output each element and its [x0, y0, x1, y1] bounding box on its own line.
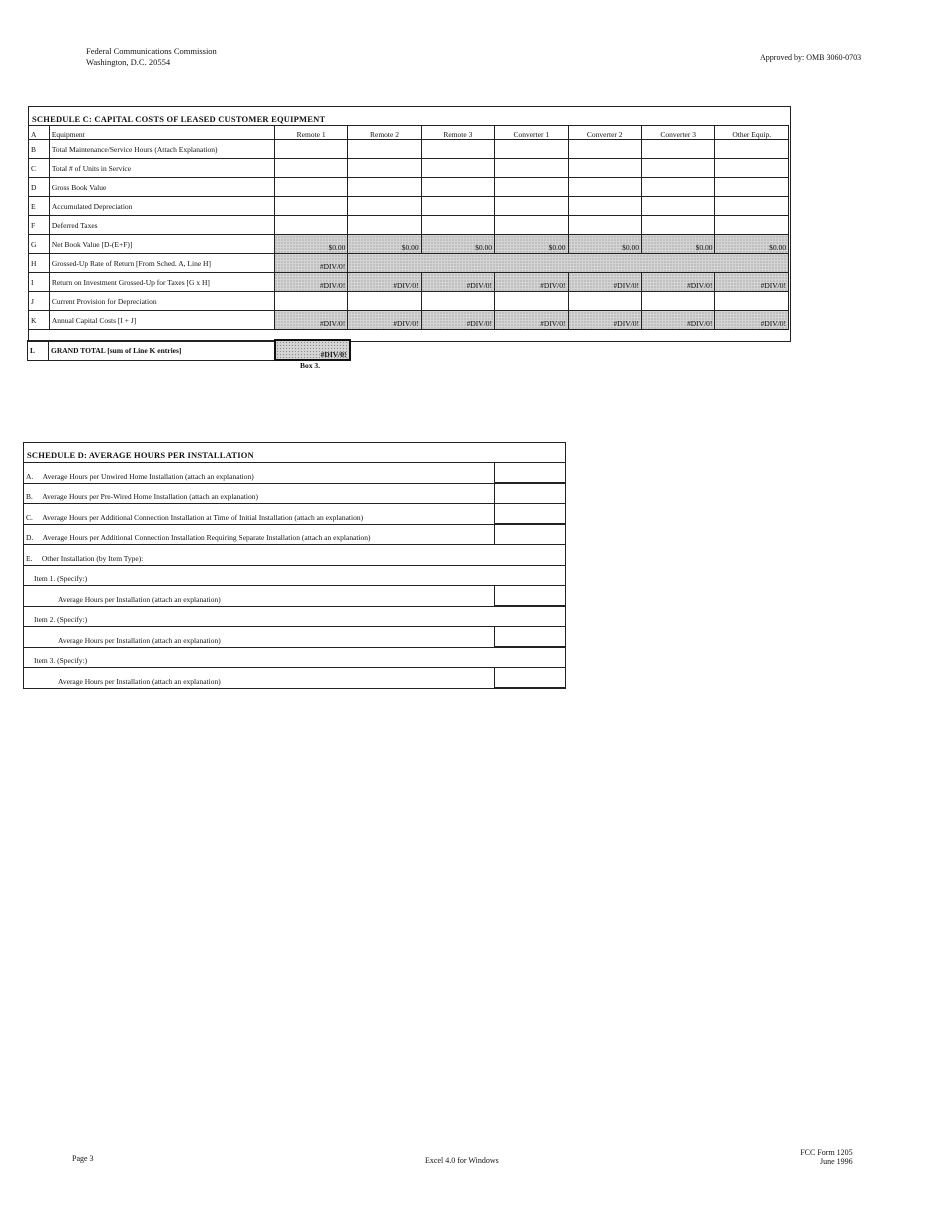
hours-input[interactable]: [494, 626, 566, 647]
list-item: [24, 668, 565, 689]
table-row: [29, 159, 789, 178]
input-cell[interactable]: [495, 140, 568, 159]
computed-cell: #DIV/0!: [715, 311, 789, 330]
table-row: [29, 254, 789, 273]
row-letter: K: [29, 311, 50, 330]
row-letter: L: [28, 340, 49, 360]
form-number: FCC Form 1205: [800, 1148, 853, 1157]
software-note: Excel 4.0 for Windows: [425, 1156, 499, 1165]
list-item: [24, 627, 565, 648]
row-label: Grossed-Up Rate of Return [From Sched. A, Line H]: [49, 254, 274, 273]
table-row: [29, 178, 789, 197]
row-label: Average Hours per Installation (attach an explanation): [58, 635, 221, 645]
computed-cell: $0.00: [568, 235, 641, 254]
computed-cell: #DIV/0!: [348, 273, 421, 292]
input-cell[interactable]: [495, 197, 568, 216]
agency-address: Washington, D.C. 20554: [86, 57, 171, 67]
list-item: [24, 525, 565, 546]
table-row: [29, 311, 789, 330]
input-cell[interactable]: [568, 292, 641, 311]
input-cell[interactable]: [274, 216, 347, 235]
grand-total-value: #DIV/0!: [275, 340, 350, 360]
table-row: [29, 197, 789, 216]
list-item: [24, 586, 565, 607]
input-cell[interactable]: [421, 159, 494, 178]
hours-input[interactable]: [494, 503, 566, 524]
item-specify-row[interactable]: [24, 566, 565, 587]
list-item: [24, 463, 565, 484]
hours-input[interactable]: [494, 667, 566, 688]
form-id: [800, 1148, 853, 1166]
row-letter: I: [29, 273, 50, 292]
input-cell[interactable]: [568, 178, 641, 197]
input-cell[interactable]: [641, 178, 714, 197]
row-label: Accumulated Depreciation: [49, 197, 274, 216]
input-cell[interactable]: [568, 197, 641, 216]
row-letter: D: [29, 178, 50, 197]
row-letter: A.: [26, 471, 34, 481]
input-cell[interactable]: [274, 178, 347, 197]
input-cell[interactable]: [495, 292, 568, 311]
schedule-c: [28, 106, 791, 342]
input-cell[interactable]: [421, 216, 494, 235]
computed-cell: $0.00: [495, 235, 568, 254]
column-header: Other Equip.: [715, 126, 789, 140]
computed-cell: #DIV/0!: [568, 273, 641, 292]
row-letter: D.: [26, 533, 34, 542]
hours-input[interactable]: [494, 524, 566, 545]
row-label: Equipment: [49, 126, 274, 140]
input-cell[interactable]: [715, 292, 789, 311]
row-label: Average Hours per Unwired Home Installation (attach an explanation): [42, 471, 254, 481]
row-letter: C.: [26, 512, 33, 522]
item-specify-row[interactable]: [24, 648, 565, 669]
row-label: Average Hours per Additional Connection Installation at Time of Initial Installation (attach an explanation): [42, 512, 364, 522]
input-cell[interactable]: [421, 140, 494, 159]
input-cell[interactable]: [641, 292, 714, 311]
row-label: Net Book Value [D-(E+F)]: [49, 235, 274, 254]
row-letter: B: [29, 140, 50, 159]
row-label: Average Hours per Pre-Wired Home Installation (attach an explanation): [42, 492, 258, 501]
box-3-label: Box 3.: [300, 361, 321, 370]
agency-header: [86, 46, 217, 68]
input-cell[interactable]: [568, 159, 641, 178]
computed-cell: $0.00: [421, 235, 494, 254]
computed-cell: #DIV/0!: [495, 311, 568, 330]
item-specify-row[interactable]: [24, 607, 565, 628]
input-cell[interactable]: [348, 197, 421, 216]
column-header: Converter 3: [641, 126, 714, 140]
item-label: Item 1. (Specify:): [34, 574, 88, 583]
input-cell[interactable]: [348, 216, 421, 235]
computed-cell: #DIV/0!: [274, 273, 347, 292]
input-cell[interactable]: [274, 140, 347, 159]
row-letter: G: [29, 235, 50, 254]
schedule-c-table: [28, 125, 789, 330]
column-header: Converter 1: [495, 126, 568, 140]
row-label: GRAND TOTAL [sum of Line K entries]: [49, 340, 275, 360]
computed-cell: #DIV/0!: [641, 273, 714, 292]
computed-cell: #DIV/0!: [715, 273, 789, 292]
row-label: Return on Investment Grossed-Up for Taxes [G x H]: [49, 273, 274, 292]
table-row: [29, 235, 789, 254]
list-item: [24, 545, 565, 566]
computed-cell: #DIV/0!: [274, 311, 347, 330]
input-cell[interactable]: [641, 216, 714, 235]
computed-cell: $0.00: [348, 235, 421, 254]
input-cell[interactable]: [715, 216, 789, 235]
item-label: Item 3. (Specify:): [34, 656, 88, 665]
input-cell[interactable]: [274, 159, 347, 178]
input-cell[interactable]: [274, 292, 347, 311]
computed-cell: $0.00: [641, 235, 714, 254]
row-label: Annual Capital Costs [I + J]: [49, 311, 274, 330]
list-item: [24, 484, 565, 505]
row-label: Total Maintenance/Service Hours (Attach Explanation): [49, 140, 274, 159]
row-label: Total # of Units in Service: [49, 159, 274, 178]
table-row: [29, 140, 789, 159]
input-cell[interactable]: [274, 197, 347, 216]
computed-cell: #DIV/0!: [641, 311, 714, 330]
row-label: Average Hours per Installation (attach an explanation): [58, 676, 221, 686]
input-cell[interactable]: [348, 159, 421, 178]
computed-cell: #DIV/0!: [421, 273, 494, 292]
input-cell[interactable]: [641, 159, 714, 178]
computed-cell: #DIV/0!: [495, 273, 568, 292]
row-letter: H: [29, 254, 50, 273]
input-cell[interactable]: [348, 292, 421, 311]
row-label: Other Installation (by Item Type):: [41, 553, 144, 563]
list-item: [24, 504, 565, 525]
input-cell[interactable]: [348, 140, 421, 159]
row-letter: C: [29, 159, 50, 178]
row-label: Current Provision for Depreciation: [49, 292, 274, 311]
input-cell[interactable]: [495, 178, 568, 197]
row-letter: E.: [26, 553, 33, 563]
hours-input[interactable]: [494, 585, 566, 606]
row-letter: B.: [26, 492, 33, 501]
row-label: Gross Book Value: [49, 178, 274, 197]
input-cell[interactable]: [715, 159, 789, 178]
computed-cell: #DIV/0!: [274, 254, 347, 273]
hours-input[interactable]: [494, 483, 566, 504]
input-cell[interactable]: [421, 178, 494, 197]
schedule-c-title: SCHEDULE C: CAPITAL COSTS OF LEASED CUSTOMER EQUIPMENT: [32, 114, 326, 124]
computed-cell: #DIV/0!: [421, 311, 494, 330]
omb-approval: Approved by: OMB 3060-0703: [760, 53, 862, 62]
table-row: [29, 292, 789, 311]
input-cell[interactable]: [495, 159, 568, 178]
input-cell[interactable]: [421, 197, 494, 216]
input-cell[interactable]: [421, 292, 494, 311]
page-number: Page 3: [72, 1154, 94, 1163]
input-cell[interactable]: [715, 178, 789, 197]
input-cell[interactable]: [715, 197, 789, 216]
grand-total-row: [27, 339, 351, 361]
input-cell[interactable]: [495, 216, 568, 235]
agency-name: Federal Communications Commission: [86, 46, 217, 56]
column-header: Remote 2: [348, 126, 421, 140]
schedule-d: [23, 442, 566, 689]
row-letter: F: [29, 216, 50, 235]
row-letter: E: [29, 197, 50, 216]
computed-cell: $0.00: [274, 235, 347, 254]
shaded-span: [348, 254, 789, 273]
input-cell[interactable]: [641, 197, 714, 216]
computed-cell: $0.00: [715, 235, 789, 254]
table-row: [29, 216, 789, 235]
column-header: Remote 1: [274, 126, 347, 140]
input-cell[interactable]: [715, 140, 789, 159]
row-letter: A: [29, 126, 50, 140]
table-row: [29, 273, 789, 292]
column-header: Converter 2: [568, 126, 641, 140]
row-label: Deferred Taxes: [49, 216, 274, 235]
row-letter: J: [29, 292, 50, 311]
computed-cell: #DIV/0!: [568, 311, 641, 330]
row-label: Average Hours per Installation (attach an explanation): [58, 594, 221, 604]
input-cell[interactable]: [641, 140, 714, 159]
column-header: Remote 3: [421, 126, 494, 140]
table-row: [29, 126, 789, 140]
hours-input[interactable]: [494, 462, 566, 483]
item-label: Item 2. (Specify:): [34, 615, 88, 624]
input-cell[interactable]: [568, 140, 641, 159]
computed-cell: #DIV/0!: [348, 311, 421, 330]
form-date: June 1996: [820, 1157, 853, 1166]
input-cell[interactable]: [568, 216, 641, 235]
input-cell[interactable]: [348, 178, 421, 197]
schedule-d-title: SCHEDULE D: AVERAGE HOURS PER INSTALLATION: [24, 443, 565, 463]
row-label: Average Hours per Additional Connection Installation Requiring Separate Installation (attach an explanation): [42, 533, 371, 542]
